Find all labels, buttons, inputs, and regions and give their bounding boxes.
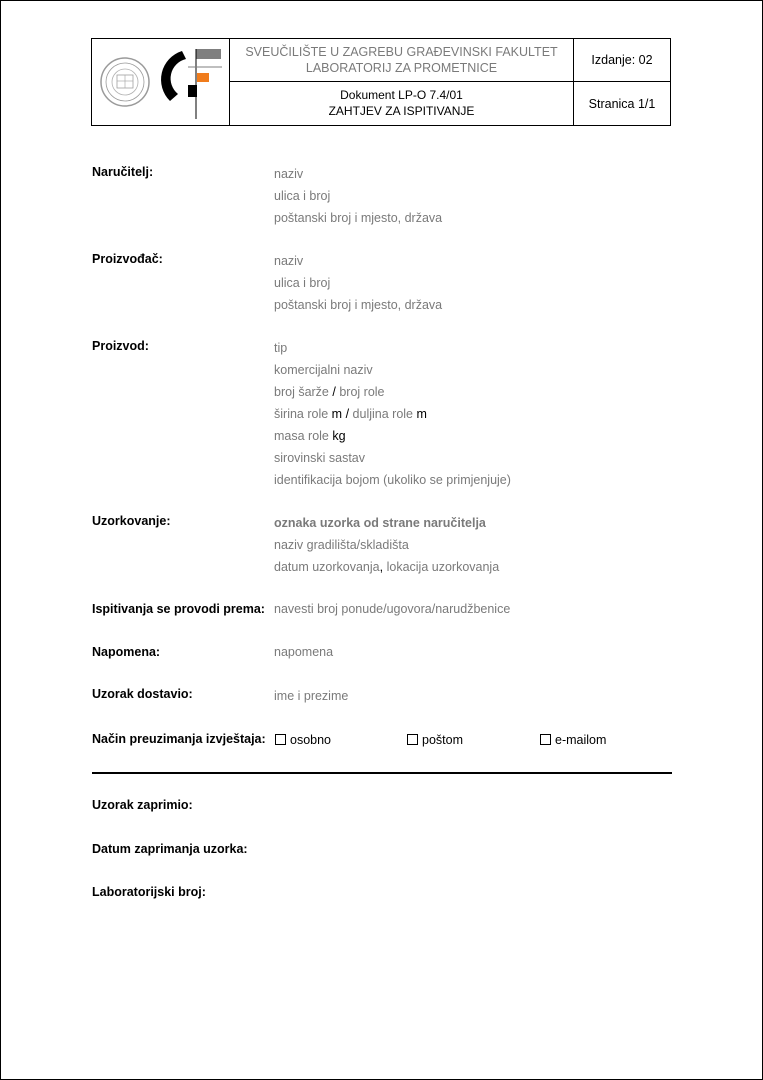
product-type-field[interactable]: tip xyxy=(274,341,288,355)
client-street-field[interactable]: ulica i broj xyxy=(274,189,331,203)
roll-length-unit: m xyxy=(416,407,427,421)
delivered-by-label: Uzorak dostavio: xyxy=(92,687,193,701)
roll-width-unit: m xyxy=(331,407,343,421)
checkbox-icon[interactable] xyxy=(275,734,286,745)
received-by-label: Uzorak zaprimio: xyxy=(92,798,193,812)
institution-name: SVEUČILIŠTE U ZAGREBU GRAĐEVINSKI FAKULTET xyxy=(245,45,558,59)
roll-mass-line xyxy=(274,425,511,447)
roll-length-field[interactable]: duljina role xyxy=(352,407,414,421)
lab-number-label: Laboratorijski broj: xyxy=(92,885,206,899)
delivery-option-email[interactable] xyxy=(540,733,606,747)
note-label: Napomena: xyxy=(92,645,161,659)
date-location-separator: , xyxy=(379,560,384,574)
site-name-field[interactable]: naziv gradilišta/skladišta xyxy=(274,538,409,552)
page-cell xyxy=(574,82,670,125)
sampling-fields xyxy=(274,512,499,578)
manufacturer-city-field[interactable]: poštanski broj i mjesto, država xyxy=(274,298,443,312)
university-seal-and-faculty-logo xyxy=(92,39,228,125)
product-label: Proizvod: xyxy=(92,339,149,353)
manufacturer-label: Proizvođač: xyxy=(92,252,163,266)
sampling-label: Uzorkovanje: xyxy=(92,514,171,528)
receipt-date-label: Datum zaprimanja uzorka: xyxy=(92,842,248,856)
checkbox-icon[interactable] xyxy=(540,734,551,745)
client-fields xyxy=(274,163,442,229)
roll-mass-field[interactable]: masa role xyxy=(274,429,329,443)
raw-composition-field[interactable]: sirovinski sastav xyxy=(274,451,365,465)
testing-basis-label: Ispitivanja se provodi prema: xyxy=(92,602,265,616)
batch-roll-line xyxy=(274,381,511,403)
offer-contract-field[interactable]: navesti broj ponude/ugovora/narudžbenice xyxy=(274,602,511,616)
edition-number: Izdanje: 02 xyxy=(591,53,653,67)
note-field[interactable]: napomena xyxy=(274,645,334,659)
dimension-separator: / xyxy=(345,407,350,421)
document-id-cell xyxy=(230,82,574,125)
client-label: Naručitelj: xyxy=(92,165,154,179)
batch-separator: / xyxy=(332,385,336,399)
checkbox-icon[interactable] xyxy=(407,734,418,745)
product-commercial-name-field[interactable]: komercijalni naziv xyxy=(274,363,373,377)
document-header xyxy=(91,38,671,126)
edition-cell xyxy=(574,39,670,82)
client-city-field[interactable]: poštanski broj i mjesto, država xyxy=(274,211,443,225)
roll-width-field[interactable]: širina role xyxy=(274,407,329,421)
delivery-option-post[interactable] xyxy=(407,733,463,747)
batch-number-field[interactable]: broj šarže xyxy=(274,385,329,399)
report-delivery-label: Način preuzimanja izvještaja: xyxy=(92,732,266,746)
manufacturer-name-field[interactable]: naziv xyxy=(274,254,304,268)
product-fields xyxy=(274,337,511,491)
page-number: Stranica 1/1 xyxy=(588,96,656,111)
manufacturer-fields xyxy=(274,250,442,316)
institution-cell xyxy=(230,39,574,82)
note-field-wrap xyxy=(274,641,333,663)
option-label: poštom xyxy=(422,733,463,747)
document-title: ZAHTJEV ZA ISPITIVANJE xyxy=(328,104,475,118)
section-divider xyxy=(92,772,672,774)
delivered-by-field-wrap xyxy=(274,685,348,707)
laboratory-name: LABORATORIJ ZA PROMETNICE xyxy=(305,61,498,75)
roll-number-field[interactable]: broj role xyxy=(339,385,385,399)
faculty-logo xyxy=(92,39,230,125)
color-identification-field[interactable]: identifikacija bojom (ukoliko se primjenjuje) xyxy=(274,473,511,487)
sampling-date-location-line xyxy=(274,556,499,578)
option-label: e-mailom xyxy=(555,733,607,747)
delivered-by-field[interactable]: ime i prezime xyxy=(274,689,349,703)
roll-mass-unit: kg xyxy=(332,429,346,443)
manufacturer-street-field[interactable]: ulica i broj xyxy=(274,276,331,290)
roll-dimensions-line xyxy=(274,403,511,425)
delivery-option-in-person[interactable] xyxy=(275,733,331,747)
document-code: Dokument LP-O 7.4/01 xyxy=(340,88,463,102)
option-label: osobno xyxy=(290,733,332,747)
sample-mark-field[interactable]: oznaka uzorka od strane naručitelja xyxy=(274,516,486,530)
sampling-date-field[interactable]: datum uzorkovanja xyxy=(274,560,380,574)
sampling-location-field[interactable]: lokacija uzorkovanja xyxy=(386,560,500,574)
client-name-field[interactable]: naziv xyxy=(274,167,304,181)
testing-basis-field xyxy=(274,598,510,620)
